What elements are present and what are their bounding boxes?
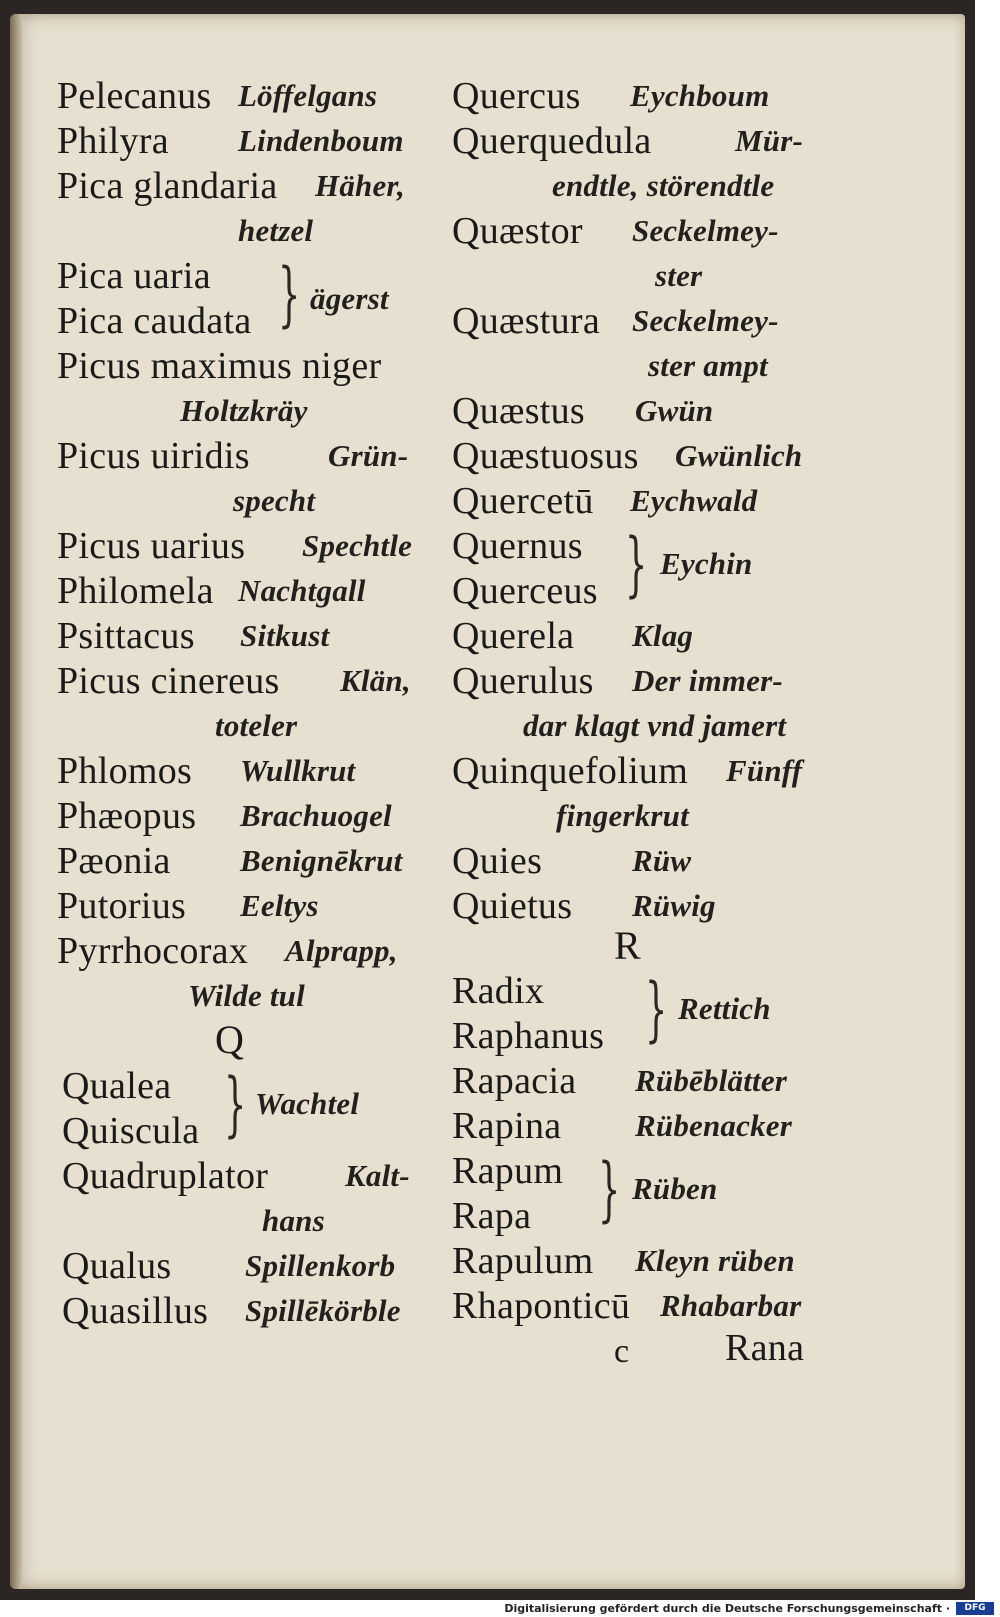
brace-group-german: Rettich <box>678 991 771 1026</box>
latin-term: Quercetū <box>452 480 594 522</box>
german-term: Kleyn rüben <box>635 1243 795 1278</box>
german-continuation: ster <box>655 258 703 293</box>
latin-term: Quæstor <box>452 210 583 252</box>
german-term: Seckelmey- <box>632 213 779 248</box>
german-term: Spillenkorb <box>245 1248 396 1283</box>
latin-term: Rapacia <box>452 1060 577 1102</box>
latin-term: Philyra <box>57 120 169 162</box>
german-term: Sitkust <box>240 618 330 653</box>
section-letter: R <box>614 923 641 968</box>
german-continuation: dar klagt vnd jamert <box>523 708 787 743</box>
section-letter: Q <box>215 1017 244 1062</box>
german-term: Eychboum <box>630 78 770 113</box>
brace-group-german: Eychin <box>660 546 753 581</box>
german-continuation: hetzel <box>238 213 314 248</box>
latin-term: Querela <box>452 615 575 657</box>
catchword: Rana <box>725 1327 805 1369</box>
german-term: Wullkrut <box>240 753 356 788</box>
latin-term: Pica caudata <box>57 300 252 342</box>
latin-term: Picus maximus niger <box>57 345 382 387</box>
latin-term: Quies <box>452 840 543 882</box>
german-term: Spillēkörble <box>245 1293 401 1328</box>
latin-term: Quinquefolium <box>452 750 689 792</box>
german-continuation: Wilde tul <box>188 978 305 1013</box>
german-term: Der immer- <box>632 663 783 698</box>
german-term: Gwünlich <box>675 438 803 473</box>
latin-term: Quæstura <box>452 300 601 342</box>
latin-term: Radix <box>452 970 545 1012</box>
latin-term: Philomela <box>57 570 214 612</box>
german-term: Rübenacker <box>635 1108 792 1143</box>
latin-term: Qualea <box>62 1065 172 1107</box>
latin-term: Pæonia <box>57 840 171 882</box>
latin-term: Quæstus <box>452 390 586 432</box>
dfg-logo: DFG <box>956 1602 994 1615</box>
latin-term: Quadruplator <box>62 1155 269 1197</box>
brace-group-german: Wachtel <box>255 1086 360 1121</box>
german-term: Fünff <box>726 753 803 788</box>
german-term: Alprapp, <box>285 933 398 968</box>
curly-brace-icon: } <box>625 523 648 605</box>
latin-term: Querceus <box>452 570 598 612</box>
german-term: Rüw <box>632 843 692 878</box>
german-term: Seckelmey- <box>632 303 779 338</box>
german-term: Brachuogel <box>240 798 392 833</box>
german-continuation: specht <box>233 483 316 518</box>
latin-term: Quæstuosus <box>452 435 639 477</box>
digitization-credit: Digitalisierung gefördert durch die Deutsche Forschungsgemeinschaft · <box>504 1602 950 1615</box>
latin-term: Quernus <box>452 525 583 567</box>
latin-term: Pica uaria <box>57 255 211 297</box>
curly-brace-icon: } <box>224 1063 247 1145</box>
german-continuation: endtle, störendtle <box>552 168 775 203</box>
latin-term: Raphanus <box>452 1015 605 1057</box>
latin-term: Quercus <box>452 75 581 117</box>
german-term: Rüwig <box>632 888 716 923</box>
german-continuation: Holtzkräy <box>180 393 308 428</box>
latin-term: Phlomos <box>57 750 193 792</box>
german-continuation: ster ampt <box>648 348 768 383</box>
german-term: Lindenboum <box>238 123 404 158</box>
latin-term: Rapum <box>452 1150 564 1192</box>
latin-term: Psittacus <box>57 615 195 657</box>
curly-brace-icon: } <box>278 253 301 335</box>
german-term: Eychwald <box>630 483 758 518</box>
german-term: Häher, <box>315 168 405 203</box>
german-term: Eeltys <box>240 888 319 923</box>
german-term: Kalt- <box>345 1158 410 1193</box>
german-term: Benignēkrut <box>240 843 403 878</box>
latin-term: Rapulum <box>452 1240 594 1282</box>
german-continuation: toteler <box>215 708 298 743</box>
latin-term: Pelecanus <box>57 75 212 117</box>
latin-term: Qualus <box>62 1245 172 1287</box>
german-term: Mür- <box>735 123 803 158</box>
latin-term: Rhaponticū <box>452 1285 631 1327</box>
signature-mark: c <box>614 1333 630 1370</box>
latin-term: Phæopus <box>57 795 197 837</box>
page-gutter <box>10 14 22 1589</box>
latin-term: Querquedula <box>452 120 652 162</box>
latin-term: Putorius <box>57 885 187 927</box>
german-term: Klag <box>632 618 694 653</box>
brace-group-german: ägerst <box>310 281 389 316</box>
latin-term: Quasillus <box>62 1290 209 1332</box>
latin-term: Rapa <box>452 1195 532 1237</box>
latin-term: Picus uiridis <box>57 435 250 477</box>
german-term: Rhabarbar <box>660 1288 802 1323</box>
latin-term: Quietus <box>452 885 573 927</box>
german-term: Nachtgall <box>238 573 366 608</box>
latin-term: Querulus <box>452 660 594 702</box>
latin-term: Rapina <box>452 1105 562 1147</box>
curly-brace-icon: } <box>645 968 668 1050</box>
german-term: Löffelgans <box>238 78 378 113</box>
latin-term: Picus uarius <box>57 525 246 567</box>
latin-term: Quiscula <box>62 1110 200 1152</box>
german-term: Gwün <box>635 393 714 428</box>
german-term: Spechtle <box>302 528 413 563</box>
german-term: Grün- <box>328 438 409 473</box>
german-continuation: fingerkrut <box>556 798 689 833</box>
latin-term: Pyrrhocorax <box>57 930 249 972</box>
curly-brace-icon: } <box>598 1148 621 1230</box>
german-term: Klän, <box>340 663 411 698</box>
german-continuation: hans <box>262 1203 325 1238</box>
german-term: Rübēblätter <box>635 1063 788 1098</box>
latin-term: Pica glandaria <box>57 165 278 207</box>
latin-term: Picus cinereus <box>57 660 280 702</box>
brace-group-german: Rüben <box>632 1171 718 1206</box>
